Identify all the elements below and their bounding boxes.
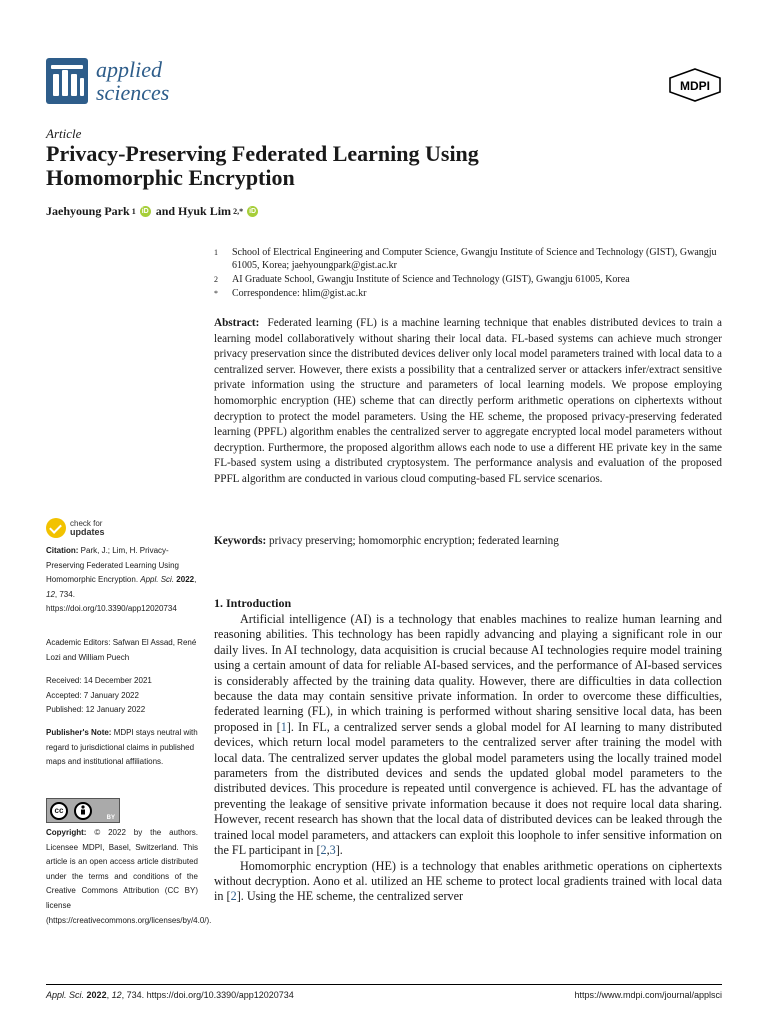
keywords-text: privacy preserving; homomorphic encryption; federated learning xyxy=(269,535,559,547)
mdpi-logo-text: MDPI xyxy=(680,79,710,93)
introduction-body xyxy=(214,612,722,905)
cc-by-license-badge[interactable] xyxy=(46,798,120,823)
check-updates-line1: check for xyxy=(70,519,103,528)
reference-link[interactable]: 1 xyxy=(280,719,287,734)
citation-doi-link[interactable]: , 734. https://doi.org/10.3390/app12020734 xyxy=(46,589,177,614)
academic-editors: Academic Editors: Safwan El Assad, René Lozi and William Puech xyxy=(46,638,197,662)
section-heading-introduction: 1. Introduction xyxy=(214,596,292,610)
abstract-text: Federated learning (FL) is a machine learning technique that enables distributed devices to train a learning model collaboratively without sharing their local data. FL-based systems can achieve much stronger privacy preservation since the distributed devices deliver only local model parameters trained with local data to a centralized server. However, there exists a possibility that a centralized server or attackers infer/extract sensitive private information using the structure and parameters of local learning models. We propose employing homomorphic encryption (HE) scheme that can directly perform arithmetic operations on ciphertexts without decryption to protect the model parameters. Using the HE scheme, the proposed privacy-preserving federated learning (PPFL) algorithm enables the centralized server to aggregate encrypted local model parameters without decryption. Furthermore, the proposed algorithm allows each node to use a different HE private key in the same FL-based system using a distributed cryptosystem. The performance analysis and evaluation of the proposed PPFL algorithm are conducted in various cloud computing-based FL service scenarios. xyxy=(214,317,723,485)
reference-link[interactable]: 2 xyxy=(230,889,237,904)
article-type: Article xyxy=(46,126,82,141)
author-name: and Hyuk Lim xyxy=(155,204,232,218)
abstract-label: Abstract: xyxy=(214,317,260,329)
date-published: Published: 12 January 2022 xyxy=(46,705,146,715)
publishers-note: Publisher's Note: MDPI stays neutral with regard to jurisdictional claims in published maps and institutional affiliations. xyxy=(46,728,198,767)
journal-emblem-icon xyxy=(46,58,88,104)
orcid-icon[interactable]: iD xyxy=(141,208,149,215)
attribution-person-icon xyxy=(74,802,92,820)
affiliations xyxy=(214,246,724,300)
check-updates-line2: updates xyxy=(70,527,105,537)
orcid-icon[interactable]: iD xyxy=(249,208,257,215)
affiliation-item: * Correspondence: hlim@gist.ac.kr xyxy=(214,288,367,299)
footer-journal-link[interactable]: https://www.mdpi.com/journal/applsci xyxy=(574,990,722,1000)
author-affiliation-mark: 1 xyxy=(131,207,136,216)
keywords-label: Keywords: xyxy=(214,535,267,547)
paragraph: Artificial intelligence (AI) is a technology that enables machines to realize human learning and reasoning abilities. This technology has been rapidly advancing and playing a significant role in our daily lives. In AI technology, data acquisition is crucial because AI technologies require model training using a certain amount of data for reliable AI-based services, and the performance of AI-based services is considerably affected by the training data quality. However, there are difficulties in data collection because the data may contain sensitive private information. In order to overcome these difficulties, federated learning (FL), in which training is performed without sharing sensitive local data, has been proposed in [1]. In FL, a centralized server sends a global model for AI learning to many distributed devices, which return local model parameters to the centralized server after training the model with local data. The centralized server updates the global model parameters using the locally trained model parameters from the distributed devices and sends the updated global model parameters to the distributed devices. This procedure is repeated until convergence is achieved. FL has the advantage of preventing the leakage of sensitive private information because it does not require local data sharing. However, recent research has shown that the local data of distributed devices can be leaked through the trained local model parameters, and attackers can exploit this loophole to infer sensitive information on the FL participant in [2,3]. xyxy=(214,612,723,858)
date-accepted: Accepted: 7 January 2022 xyxy=(46,690,139,700)
check-for-updates-button[interactable] xyxy=(46,518,105,538)
creative-commons-icon: cc xyxy=(50,802,68,820)
author-name: Jaehyoung Park xyxy=(46,204,130,218)
citation: Citation: Park, J.; Lim, H. Privacy-Preserving Federated Learning Using Homomorphic Encryption. Appl. Sci. 2022, 12, 734. https://doi.org/10.3390/app12020734 xyxy=(46,546,197,614)
footer-divider xyxy=(46,984,722,985)
author-list xyxy=(46,204,261,219)
journal-name: applied sciences xyxy=(96,57,170,105)
reference-link[interactable]: 2 xyxy=(320,843,327,858)
journal-logo[interactable] xyxy=(46,58,169,104)
paper-title: Privacy-Preserving Federated Learning Using Homomorphic Encryption xyxy=(46,141,479,190)
date-received: Received: 14 December 2021 xyxy=(46,676,152,685)
affiliation-item: 2 AI Graduate School, Gwangju Institute of Science and Technology (GIST), Gwangju 61005, Korea xyxy=(214,274,630,285)
mdpi-logo-icon[interactable] xyxy=(668,68,722,102)
by-label: BY xyxy=(106,815,115,821)
publication-dates xyxy=(46,674,198,718)
reference-link[interactable]: 3 xyxy=(329,843,336,858)
copyright: Copyright: © 2022 by the authors. Licensee MDPI, Basel, Switzerland. This article is an open access article distributed under the terms and conditions of the Creative Commons Attribution (CC BY) license (https://creativecommons.org/licenses/by/4.0/). xyxy=(46,828,212,925)
abstract xyxy=(214,316,722,488)
footer-doi-link[interactable]: , 734. https://doi.org/10.3390/app12020734 xyxy=(121,990,294,1000)
paragraph: Homomorphic encryption (HE) is a technology that enables arithmetic operations on ciphertexts without decryption. Aono et al. utilized an HE scheme to protect local gradients trained with local data in [2]. Using the HE scheme, the centralized server xyxy=(214,858,722,904)
keywords xyxy=(214,535,722,547)
author-affiliation-mark: 2,* xyxy=(233,207,244,216)
affiliation-item: 1 School of Electrical Engineering and Computer Science, Gwangju Institute of Science and Technology (GIST), Gwangju 61005, Korea; jaehyoungpark@gist.ac.kr xyxy=(214,247,717,271)
checkmark-icon xyxy=(46,518,66,538)
footer-citation: Appl. Sci. 2022, 12, 734. https://doi.org/10.3390/app12020734 xyxy=(46,990,294,1000)
